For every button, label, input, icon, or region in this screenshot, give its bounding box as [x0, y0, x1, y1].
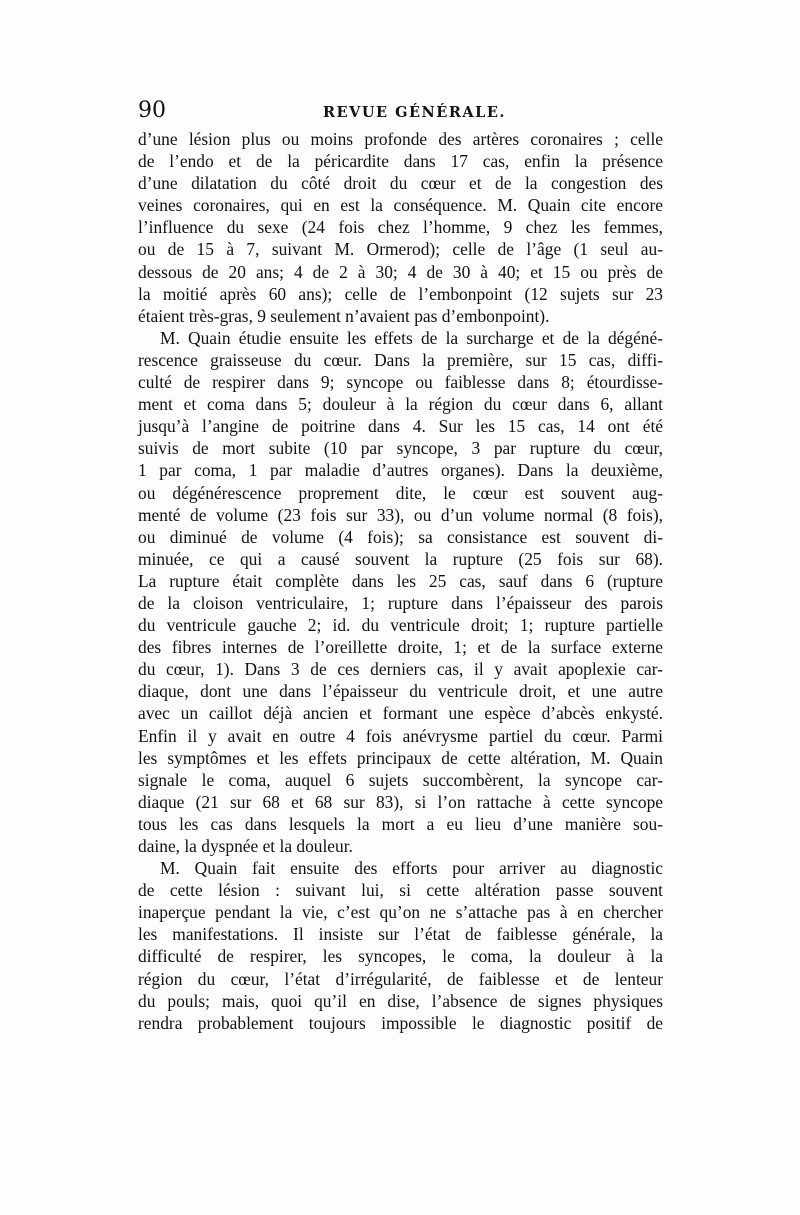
text-line: veines coronaires, qui en est la conséquence. M. Quain cite encore	[138, 195, 663, 216]
running-header	[138, 98, 663, 124]
text-line: d’une lésion plus ou moins profonde des artères coronaires ; celle	[138, 129, 663, 149]
text-line: jusqu’à l’angine de poitrine dans 4. Sur les 15 cas, 14 ont été	[138, 416, 663, 437]
text-line: diaque (21 sur 68 et 68 sur 83), si l’on rattache à cette syncope	[138, 791, 663, 812]
text-line: des fibres internes de l’oreillette droite, 1; et de la surface externe	[138, 637, 663, 658]
text-line: culté de respirer dans 9; syncope ou faiblesse dans 8; étourdisse-	[138, 372, 663, 393]
text-line: du ventricule gauche 2; id. du ventricule droit; 1; rupture partielle	[138, 615, 663, 636]
text-line: Enfin il y avait en outre 4 fois anévrysme partiel du cœur. Parmi	[138, 725, 663, 746]
text-line: du pouls; mais, quoi qu’il en dise, l’absence de signes physiques	[138, 990, 663, 1011]
text-line: du cœur, 1). Dans 3 de ces derniers cas, il y avait apoplexie car-	[138, 659, 663, 680]
text-line: signale le coma, auquel 6 sujets succombèrent, la syncope car-	[138, 769, 663, 790]
text-line: avec un caillot déjà ancien et formant une espèce d’abcès enkysté.	[138, 703, 663, 724]
text-line: suivis de mort subite (10 par syncope, 3 par rupture du cœur,	[138, 438, 663, 459]
text-line: ment et coma dans 5; douleur à la région du cœur dans 6, allant	[138, 394, 663, 415]
text-line: les symptômes et les effets principaux de cette altération, M. Quain	[138, 747, 663, 768]
text-line: rendra probablement toujours impossible le diagnostic positif de	[138, 1012, 663, 1033]
journal-title: REVUE GÉNÉRALE.	[323, 104, 506, 121]
page-number: 90	[138, 98, 166, 123]
text-line: les manifestations. Il insiste sur l’état de faiblesse générale, la	[138, 924, 663, 945]
text-line: M. Quain fait ensuite des efforts pour arriver au diagnostic	[160, 858, 663, 879]
text-line: l’influence du sexe (24 fois chez l’homme, 9 chez les femmes,	[138, 217, 663, 238]
text-line: daine, la dyspnée et la douleur.	[138, 836, 353, 856]
text-line: minuée, ce qui a causé souvent la rupture (25 fois sur 68).	[138, 548, 663, 569]
text-line: rescence graisseuse du cœur. Dans la première, sur 15 cas, diffi-	[138, 349, 663, 370]
text-line: diaque, dont une dans l’épaisseur du ventricule droit, et une autre	[138, 681, 663, 702]
text-line: 1 par coma, 1 par maladie d’autres organes). Dans la deuxième,	[138, 460, 663, 481]
text-line: ou dégénérescence proprement dite, le cœur est souvent aug-	[138, 482, 663, 503]
text-line: menté de volume (23 fois sur 33), ou d’un volume normal (8 fois),	[138, 504, 663, 525]
text-line: ou de 15 à 7, suivant M. Ormerod); celle de l’âge (1 seul au-	[138, 239, 663, 260]
text-line: difficulté de respirer, les syncopes, le coma, la douleur à la	[138, 946, 663, 967]
text-line: d’une dilatation du côté droit du cœur et de la congestion des	[138, 173, 663, 194]
text-line: de l’endo et de la péricardite dans 17 cas, enfin la présence	[138, 151, 663, 172]
text-line: inaperçue pendant la vie, c’est qu’on ne s’attache pas à en chercher	[138, 902, 663, 923]
text-line: tous les cas dans lesquels la mort a eu lieu d’une manière sou-	[138, 813, 663, 834]
text-line: dessous de 20 ans; 4 de 2 à 30; 4 de 30 à 40; et 15 ou près de	[138, 261, 663, 282]
text-line: région du cœur, l’état d’irrégularité, de faiblesse et de lenteur	[138, 968, 663, 989]
text-line: étaient très-gras, 9 seulement n’avaient pas d’embonpoint).	[138, 305, 550, 326]
text-line: La rupture était complète dans les 25 cas, sauf dans 6 (rupture	[138, 570, 663, 591]
text-line: la moitié après 60 ans); celle de l’embonpoint (12 sujets sur 23	[138, 283, 663, 304]
text-line: ou diminué de volume (4 fois); sa consistance est souvent di-	[138, 526, 663, 547]
body-text	[138, 128, 663, 1034]
text-line: de la cloison ventriculaire, 1; rupture dans l’épaisseur des parois	[138, 592, 663, 613]
text-line: de cette lésion : suivant lui, si cette altération passe souvent	[138, 880, 663, 901]
text-line: M. Quain étudie ensuite les effets de la surcharge et de la dégéné-	[160, 327, 663, 348]
